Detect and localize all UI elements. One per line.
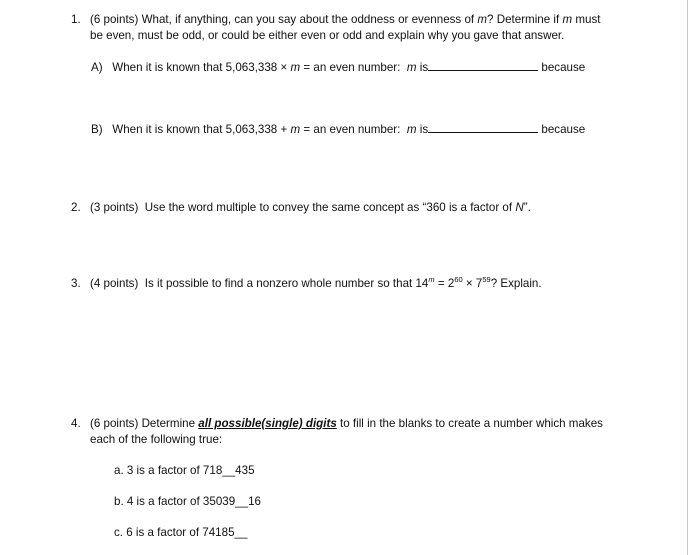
question-3-body: Is it possible to find a nonzero whole number xyxy=(144,277,375,290)
question-2-text xyxy=(90,200,531,216)
points-label: (6 points) xyxy=(90,13,139,26)
because-label: because xyxy=(541,123,586,136)
question-3-tail: ? Explain. xyxy=(490,277,542,290)
list-item: a. 3 is a factor of 718__435 xyxy=(114,464,255,477)
q4-item-c xyxy=(114,525,247,541)
question-3-text xyxy=(90,276,542,292)
question-4-body: to fill in the blanks to create a number which makes xyxy=(340,417,603,430)
points-label: (4 points) xyxy=(90,277,139,290)
variable-m: m xyxy=(477,13,488,26)
question-3-body: × 7 xyxy=(465,277,483,290)
question-2 xyxy=(71,200,571,216)
part-b-text: = an even number: xyxy=(303,123,401,136)
points-label: (3 points) xyxy=(90,201,139,214)
variable-m: m xyxy=(562,13,573,26)
part-a-text: When it is known that 5,063,338 × xyxy=(112,61,288,74)
question-4 xyxy=(71,416,631,450)
exponent-59: 59 xyxy=(482,275,491,284)
points-label: (6 points) xyxy=(90,417,139,430)
question-4-text xyxy=(90,416,603,448)
part-b-text: When it is known that 5,063,338 + xyxy=(112,123,288,136)
q4-item-a xyxy=(114,463,255,479)
part-a-label: A) xyxy=(91,61,103,74)
q4-item-b xyxy=(114,494,261,510)
answer-blank[interactable] xyxy=(428,121,538,133)
part-b xyxy=(91,121,585,138)
question-4-line-1 xyxy=(90,416,603,432)
question-4-line-2: each of the following true: xyxy=(90,433,223,446)
part-a-text: = an even number: xyxy=(303,61,401,74)
variable-n: N xyxy=(515,201,524,214)
question-3-body: = 2 xyxy=(437,277,455,290)
part-a xyxy=(91,59,585,76)
exponent-m: m xyxy=(428,275,435,284)
question-1 xyxy=(71,12,631,46)
variable-m: m xyxy=(290,123,301,136)
part-a-text: is xyxy=(419,61,429,74)
part-b-label: B) xyxy=(91,123,103,136)
question-1-line-1 xyxy=(90,12,600,28)
because-label: because xyxy=(541,61,586,74)
question-4-body: Determine xyxy=(141,417,196,430)
variable-m: m xyxy=(406,123,417,136)
list-item: c. 6 is a factor of 74185__ xyxy=(114,526,248,539)
variable-m: m xyxy=(406,61,417,74)
question-1-text-part: ? Determine if xyxy=(487,13,560,26)
question-number: 3. xyxy=(71,277,81,290)
question-number: 2. xyxy=(71,201,81,214)
question-3-body: so that 14 xyxy=(377,277,429,290)
exponent-60: 60 xyxy=(454,275,463,284)
answer-blank[interactable] xyxy=(428,59,538,71)
question-number: 4. xyxy=(71,417,81,430)
question-number: 1. xyxy=(71,13,81,26)
question-1-line-2: be even, must be odd, or could be either even or odd and explain why you gave that answer. xyxy=(90,29,565,42)
list-item: b. 4 is a factor of 35039__16 xyxy=(114,495,261,508)
question-2-tail: ”. xyxy=(523,201,531,214)
question-1-text xyxy=(90,12,600,44)
question-2-body: Use the word multiple to convey the same concept as “360 is a factor of xyxy=(144,201,513,214)
variable-m: m xyxy=(290,61,301,74)
question-1-text-part: must xyxy=(575,13,601,26)
question-1-text-part: What, if anything, can you say about the oddness or evenness of xyxy=(141,13,475,26)
question-3 xyxy=(71,276,581,292)
emphasis-text: all possible(single) digits xyxy=(198,417,337,430)
part-b-text: is xyxy=(419,123,429,136)
